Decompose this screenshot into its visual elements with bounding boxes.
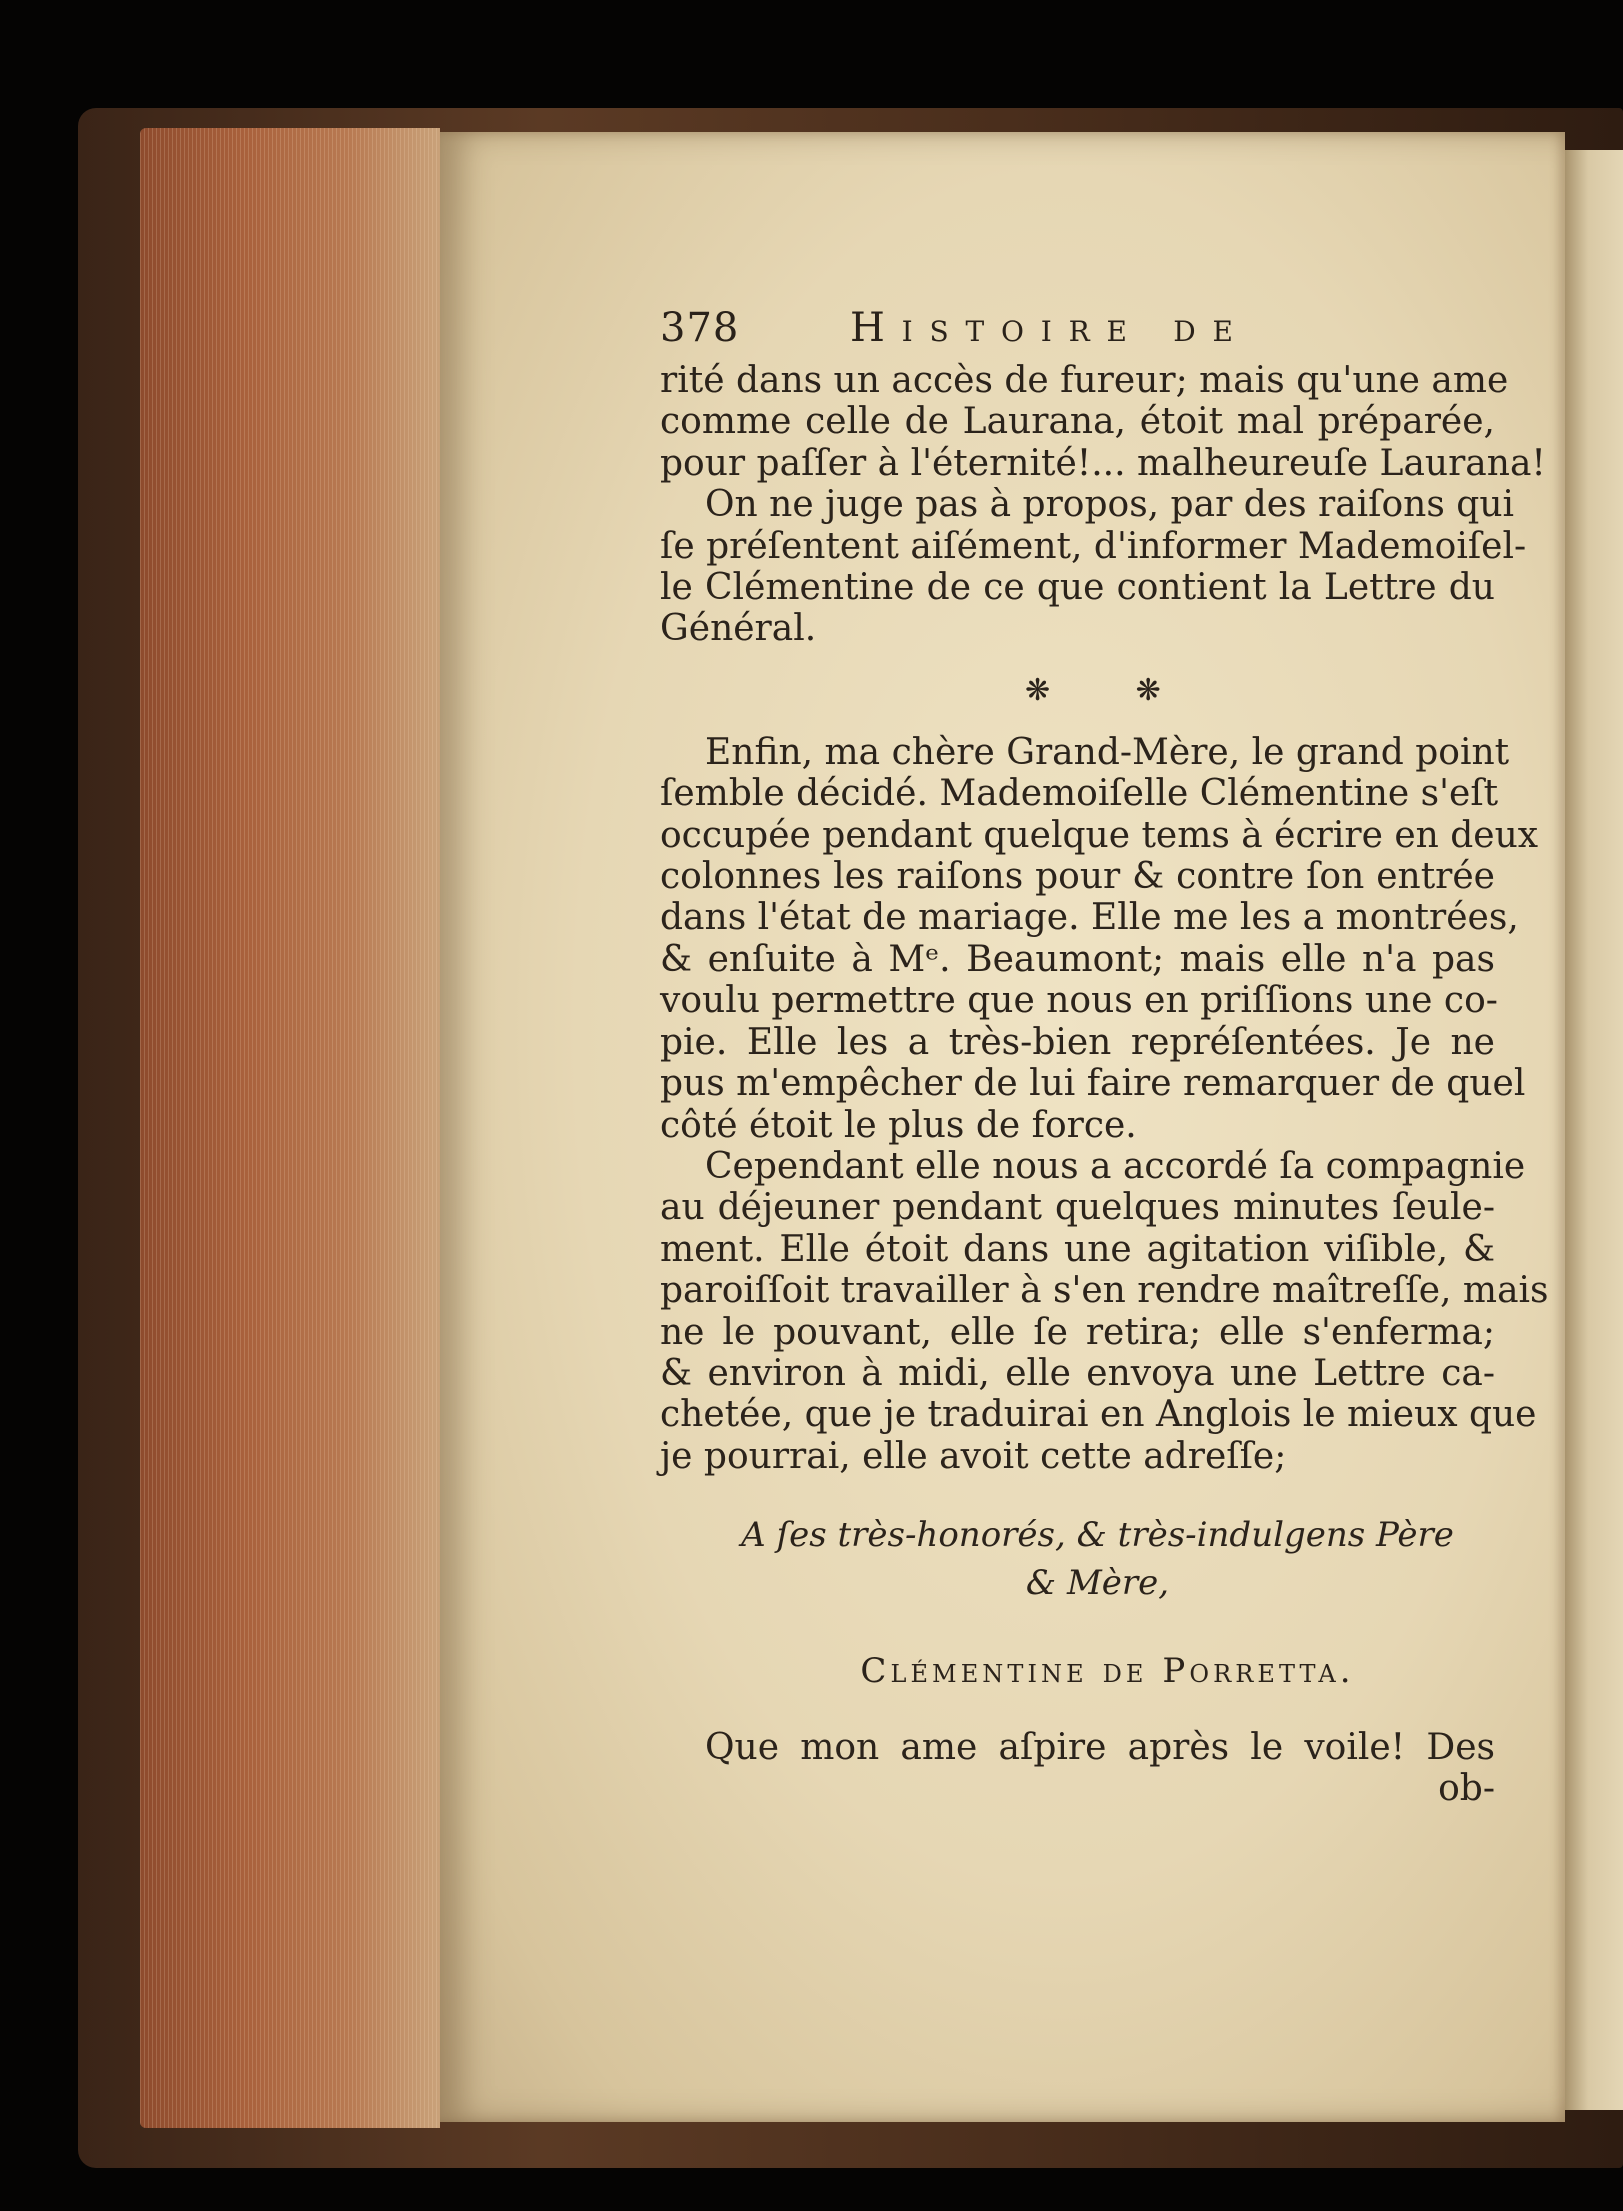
- address-line-1: A ſes très-honorés, & très-indulgens Père: [741, 1515, 1454, 1556]
- text-line: ſemble décidé. Mademoiſelle Clémentine s'eſt: [660, 773, 1499, 815]
- text-line: je pourrai, elle avoit cette adreſſe;: [660, 1435, 1287, 1477]
- text-line: dans l'état de mariage. Elle me les a montrées,: [660, 897, 1519, 939]
- text-line: côté étoit le plus de force.: [660, 1104, 1137, 1146]
- paragraph-1: [660, 360, 1546, 484]
- paragraph-2: [660, 484, 1527, 650]
- text-line: ſe préſentent aiſément, d'informer Mademoiſel-: [660, 525, 1527, 567]
- text-line: au déjeuner pendant quelques minutes ſeule-: [660, 1187, 1495, 1229]
- page-number: 378: [660, 305, 740, 351]
- text-line: ne le pouvant, elle ſe retira; elle s'enferma;: [660, 1311, 1495, 1353]
- text-line: le Clémentine de ce que contient la Lettre du: [660, 567, 1495, 609]
- text-line: pour paſſer à l'éternité!... malheureuſe Laurana!: [660, 442, 1546, 484]
- text-line: comme celle de Laurana, étoit mal préparée,: [660, 401, 1495, 443]
- text-line: chetée, que je traduirai en Anglois le mieux que: [660, 1394, 1537, 1436]
- text-line: paroiſſoit travailler à s'en rendre maîtreſſe, mais: [660, 1270, 1549, 1312]
- paragraph-4: [660, 1145, 1549, 1477]
- running-title: Histoire de: [850, 305, 1250, 351]
- text-line: Enfin, ma chère Grand-Mère, le grand point: [705, 731, 1510, 773]
- letter-opening-line: Que mon ame aſpire après le voile! Des: [705, 1726, 1495, 1768]
- paragraph-3: [660, 731, 1539, 1146]
- letter-address: [660, 1511, 1495, 1607]
- letter-signature: Clémentine de Porretta.: [860, 1651, 1355, 1692]
- text-line: colonnes les raiſons pour & contre ſon entrée: [660, 856, 1495, 898]
- text-line: Général.: [660, 608, 817, 650]
- text-line: pus m'empêcher de lui faire remarquer de quel: [660, 1063, 1526, 1105]
- address-line-2: & Mère,: [1025, 1563, 1170, 1604]
- text-line: pie. Elle les a très-bien repréſentées. Je ne: [660, 1021, 1495, 1063]
- text-line: & enſuite à Mᵉ. Beaumont; mais elle n'a pas: [660, 938, 1495, 980]
- text-line: occupée pendant quelque tems à écrire en deux: [660, 814, 1539, 856]
- page-text: [660, 360, 1549, 1809]
- text-line: rité dans un accès de fureur; mais qu'une ame: [660, 360, 1509, 401]
- page-header: [660, 305, 1300, 355]
- facing-page-edge: [1565, 150, 1623, 2110]
- text-line: ment. Elle étoit dans une agitation viſible, &: [660, 1228, 1495, 1270]
- text-line: voulu permettre que nous en priſſions une co-: [660, 980, 1498, 1022]
- text-line: & environ à midi, elle envoya une Lettre ca-: [660, 1352, 1495, 1394]
- catchword: ob-: [1438, 1767, 1495, 1809]
- text-line: On ne juge pas à propos, par des raiſons qui: [705, 484, 1515, 526]
- text-line: Cependant elle nous a accordé ſa compagnie: [705, 1145, 1526, 1187]
- page-edges: [140, 128, 440, 2128]
- section-separator: ❋ ❋: [1025, 672, 1199, 708]
